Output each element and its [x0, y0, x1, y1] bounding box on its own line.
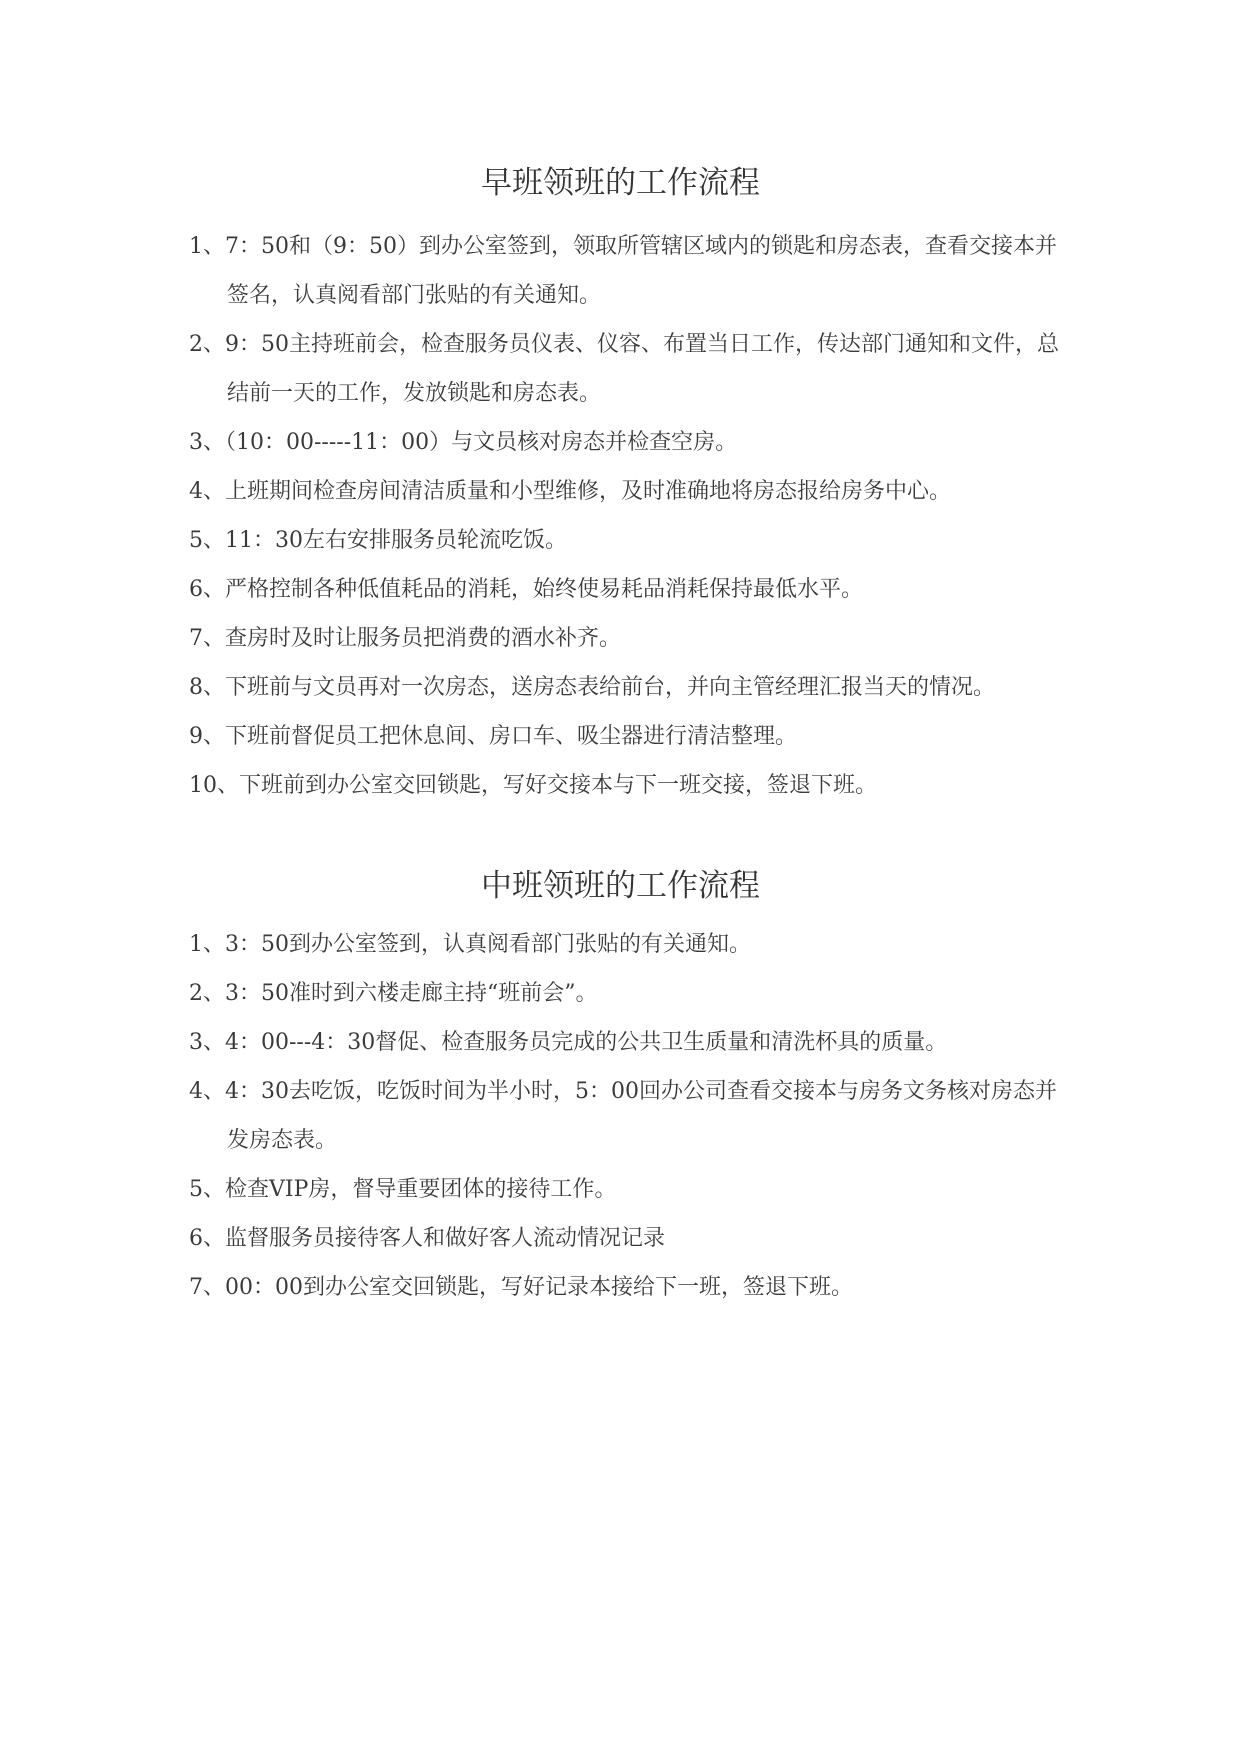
morning-item-1: 1、7：50和（9：50）到办公室签到，领取所管辖区域内的锁匙和房态表，查看交接本并签名，认真阅看部门张贴的有关通知。 [189, 234, 1057, 308]
middle-item-6: 6、监督服务员接待客人和做好客人流动情况记录 [189, 1226, 665, 1251]
middle-item-7: 7、00：00到办公室交回锁匙，写好记录本接给下一班，签退下班。 [189, 1275, 853, 1300]
morning-item-8: 8、下班前与文员再对一次房态，送房态表给前台，并向主管经理汇报当天的情况。 [189, 675, 995, 700]
middle-item-4: 4、4：30去吃饭，吃饭时间为半小时，5：00回办公司查看交接本与房务文务核对房态并发房态表。 [189, 1079, 1057, 1153]
middle-procedure-list [189, 920, 1069, 1312]
middle-item-5: 5、检查VIP房，督导重要团体的接待工作。 [189, 1177, 617, 1202]
middle-item-2: 2、3：50准时到六楼走廊主持“班前会”。 [189, 981, 598, 1006]
morning-item-10: 10、下班前到办公室交回锁匙，写好交接本与下一班交接，签退下班。 [189, 773, 877, 798]
morning-item-5: 5、11：30左右安排服务员轮流吃饭。 [189, 528, 567, 553]
middle-item-1: 1、3：50到办公室签到，认真阅看部门张贴的有关通知。 [189, 932, 751, 957]
middle-item-3: 3、4：00---4：30督促、检查服务员完成的公共卫生质量和清洗杯具的质量。 [189, 1030, 948, 1055]
morning-item-9: 9、下班前督促员工把休息间、房口车、吸尘器进行清洁整理。 [189, 724, 797, 749]
morning-item-7: 7、查房时及时让服务员把消费的酒水补齐。 [189, 626, 621, 651]
morning-item-6: 6、严格控制各种低值耗品的消耗，始终使易耗品消耗保持最低水平。 [189, 577, 863, 602]
middle-section-title: 中班领班的工作流程 [481, 868, 760, 904]
morning-section-title: 早班领班的工作流程 [481, 165, 760, 201]
morning-procedure-list [189, 222, 1069, 810]
morning-item-4: 4、上班期间检查房间清洁质量和小型维修，及时准确地将房态报给房务中心。 [189, 479, 951, 504]
morning-item-3: 3、（10：00-----11：00）与文员核对房态并检查空房。 [189, 430, 738, 455]
morning-item-2: 2、9：50主持班前会，检查服务员仪表、仪容、布置当日工作，传达部门通知和文件，总结前一天的工作，发放锁匙和房态表。 [189, 332, 1059, 406]
